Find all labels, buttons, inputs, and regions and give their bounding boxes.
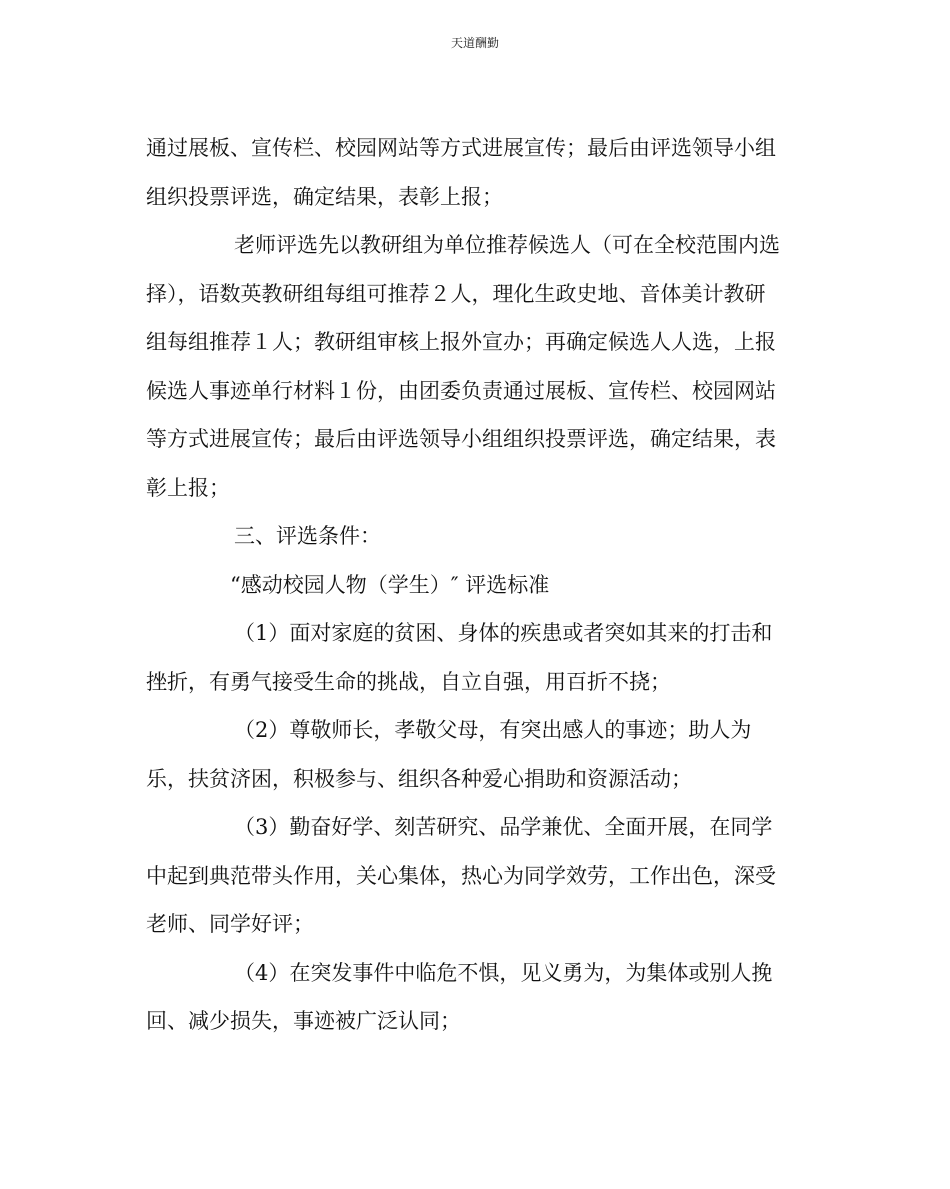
text-line: 彰上报； — [146, 475, 230, 500]
list-item-1-line: 挫折，有勇气接受生命的挑战，自立自强，用百折不挠； — [146, 669, 671, 694]
list-item-4-line: （4）在突发事件中临危不惧，见义勇为，为集体或别人挽 — [234, 960, 773, 985]
text-line: 组每组推荐１人；教研组审核上报外宣办；再确定候选人人选，上报 — [146, 330, 776, 354]
paragraph-start-line: 老师评选先以教研组为单位推荐候选人（可在全校范围内选 — [234, 233, 780, 257]
text-line: 候选人事迹单行材料１份，由团委负责通过展板、宣传栏、校园网站 — [146, 378, 776, 403]
text-line: 等方式进展宣传；最后由评选领导小组组织投票评选，确定结果，表 — [146, 427, 776, 451]
list-item-3-line: 中起到典范带头作用，关心集体，热心为同学效劳，工作出色，深受 — [146, 863, 776, 888]
text-line: 组织投票评选，确定结果，表彰上报； — [146, 184, 503, 209]
page-header: 天道酬勤 — [450, 36, 499, 50]
list-item-3-line: （3）勤奋好学、刻苦研究、品学兼优、全面开展，在同学 — [234, 815, 773, 839]
list-item-1-line: （1）面对家庭的贫困、身体的疾患或者突如其来的打击和 — [234, 621, 773, 645]
text-line: 通过展板、宣传栏、校园网站等方式进展宣传；最后由评选领导小组 — [146, 136, 776, 160]
list-item-2-line: 乐，扶贫济困，积极参与、组织各种爱心捐助和资源活动； — [146, 766, 692, 791]
text-line: 择），语数英教研组每组可推荐２人，理化生政史地、音体美计教研 — [146, 281, 766, 306]
list-item-2-line: （2）尊敬师长，孝敬父母，有突出感人的事迹；助人为 — [234, 718, 752, 742]
subsection-heading: “感动校园人物（学生）″ 评选标准 — [230, 572, 550, 597]
section-heading: 三、评选条件： — [234, 524, 381, 548]
list-item-3-line: 老师、同学好评； — [146, 912, 314, 936]
document-body — [146, 124, 816, 1046]
list-item-4-line: 回、减少损失，事迹被广泛认同； — [146, 1009, 461, 1033]
